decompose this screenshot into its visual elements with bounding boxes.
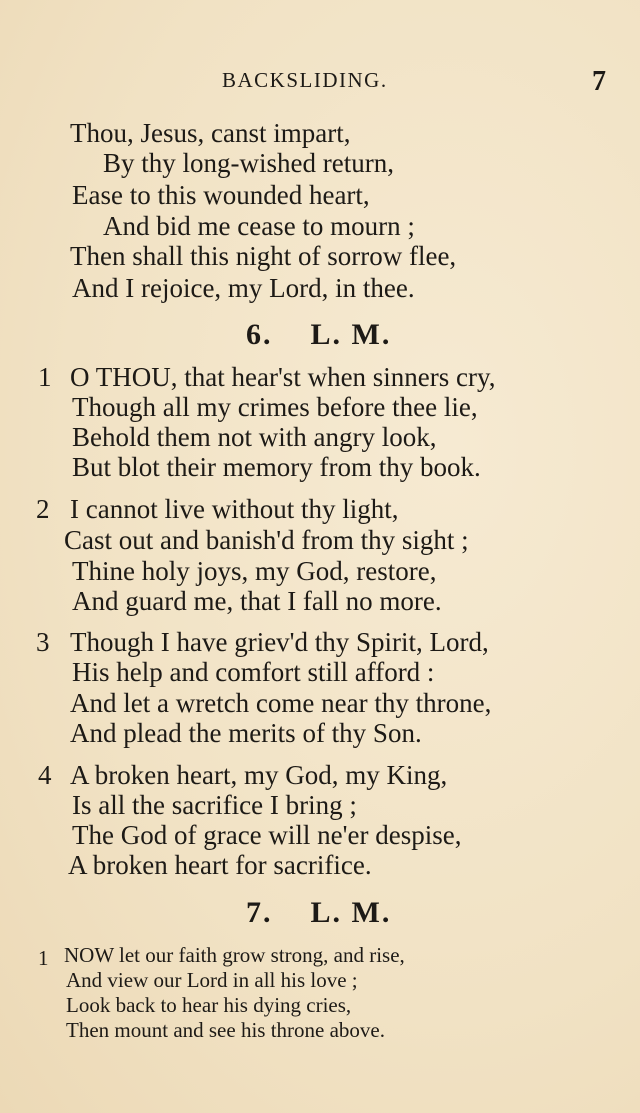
verse-line: Cast out and banish'd from thy sight ; [64, 525, 469, 555]
verse-line: Thou, Jesus, canst impart, [70, 118, 351, 148]
hymn-heading [246, 318, 391, 352]
verse-line: Then mount and see his throne above. [66, 1018, 385, 1042]
verse-line: I cannot live without thy light, [70, 494, 399, 524]
page-number: 7 [592, 66, 606, 97]
stanza-number: 4 [38, 760, 52, 790]
verse-line: The God of grace will ne'er despise, [72, 820, 462, 850]
hymn-meter: L. M. [310, 896, 392, 929]
hymn-number: 6. [246, 318, 273, 351]
verse-line: And bid me cease to mourn ; [103, 211, 415, 241]
hymn-heading [246, 896, 391, 930]
verse-line: And let a wretch come near thy throne, [70, 688, 492, 718]
verse-line: Is all the sacrifice I bring ; [72, 790, 357, 820]
stanza-number: 1 [38, 946, 49, 970]
verse-line: A broken heart, my God, my King, [70, 760, 448, 790]
stanza-number: 1 [38, 362, 52, 392]
verse-line: Behold them not with angry look, [72, 422, 437, 452]
verse-line: Though I have griev'd thy Spirit, Lord, [70, 627, 489, 657]
stanza-number: 3 [36, 627, 50, 657]
verse-line: Ease to this wounded heart, [72, 180, 370, 210]
verse-line: By thy long-wished return, [103, 148, 394, 178]
stanza-number: 2 [36, 494, 50, 524]
verse-line: But blot their memory from thy book. [72, 452, 481, 482]
verse-line: And plead the merits of thy Son. [70, 718, 422, 748]
verse-line: Though all my crimes before thee lie, [72, 392, 478, 422]
verse-line: And guard me, that I fall no more. [72, 586, 442, 616]
verse-line: NOW let our faith grow strong, and rise, [64, 943, 405, 967]
hymn-number: 7. [246, 896, 273, 929]
verse-line: Thine holy joys, my God, restore, [72, 556, 437, 586]
running-title: BACKSLIDING. [222, 68, 388, 92]
verse-line: And I rejoice, my Lord, in thee. [72, 273, 415, 303]
hymn-meter: L. M. [310, 318, 392, 351]
verse-line: His help and comfort still afford : [72, 657, 435, 687]
verse-line: Then shall this night of sorrow flee, [70, 241, 457, 271]
running-head [0, 68, 640, 100]
verse-line: Look back to hear his dying cries, [66, 993, 352, 1017]
verse-line: And view our Lord in all his love ; [66, 968, 358, 992]
verse-line: A broken heart for sacrifice. [68, 850, 372, 880]
verse-line: O THOU, that hear'st when sinners cry, [70, 362, 496, 392]
